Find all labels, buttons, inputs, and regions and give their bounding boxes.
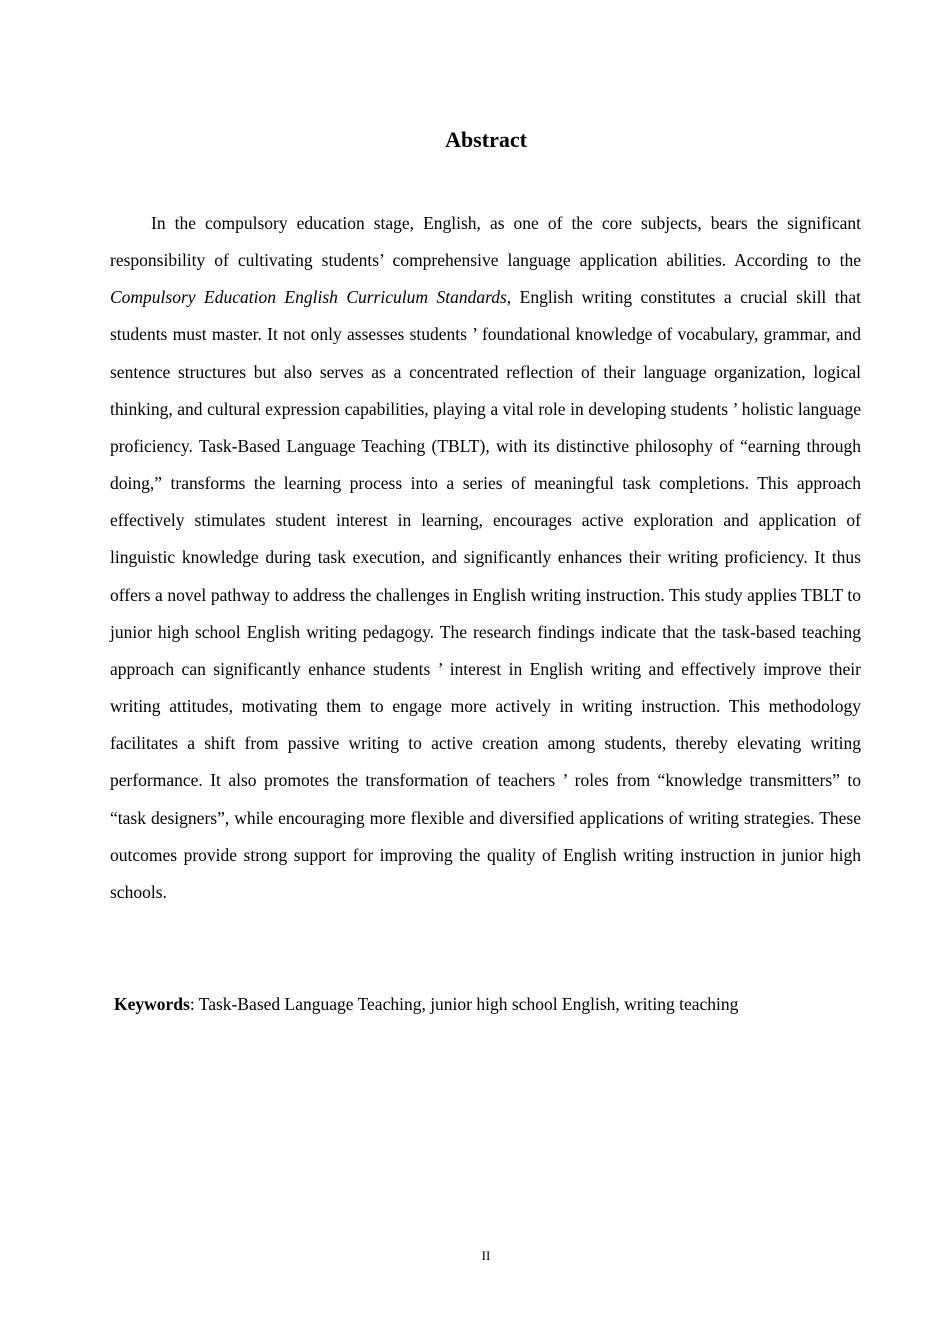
curriculum-standards-title: Compulsory Education English Curriculum Standards — [110, 287, 507, 308]
abstract-text-part-1: In the compulsory education stage, English, as one of the core subjects, bears the significant responsibility of cultivating students’ comprehensive language application abilities. According to the — [110, 213, 861, 271]
keywords-separator: : — [189, 994, 199, 1014]
keywords-line — [114, 986, 874, 1023]
page-number: II — [481, 1248, 491, 1263]
abstract-paragraph — [110, 205, 861, 911]
keywords-value: Task-Based Language Teaching, junior high school English, writing teaching — [198, 994, 739, 1014]
page-title: Abstract — [445, 127, 527, 152]
keywords-label: Keywords — [114, 994, 190, 1014]
abstract-text-part-2: , English writing constitutes a crucial skill that students must master. It not only assesses students ’ foundational knowledge of vocabulary, grammar, and sentence structures but also serves as a concentrated reflection of their language organization, logical thinking, and cultural expression capabilities, playing a vital role in developing students ’ holistic language proficiency. Task-Based Language Teaching (TBLT), with its distinctive philosophy of “earning through doing,” transforms the learning process into a series of meaningful task completions. This approach effectively stimulates student interest in learning, encourages active exploration and application of linguistic knowledge during task execution, and significantly enhances their writing proficiency. It thus offers a novel pathway to address the challenges in English writing instruction. This study applies TBLT to junior high school English writing pedagogy. The research findings indicate that the task-based teaching approach can significantly enhance students ’ interest in English writing and effectively improve their writing attitudes, motivating them to engage more actively in writing instruction. This methodology facilitates a shift from passive writing to active creation among students, thereby elevating writing performance. It also promotes the transformation of teachers ’ roles from “knowledge transmitters” to “task designers”, while encouraging more flexible and diversified applications of writing strategies. These outcomes provide strong support for improving the quality of English writing instruction in junior high schools. — [110, 287, 861, 902]
